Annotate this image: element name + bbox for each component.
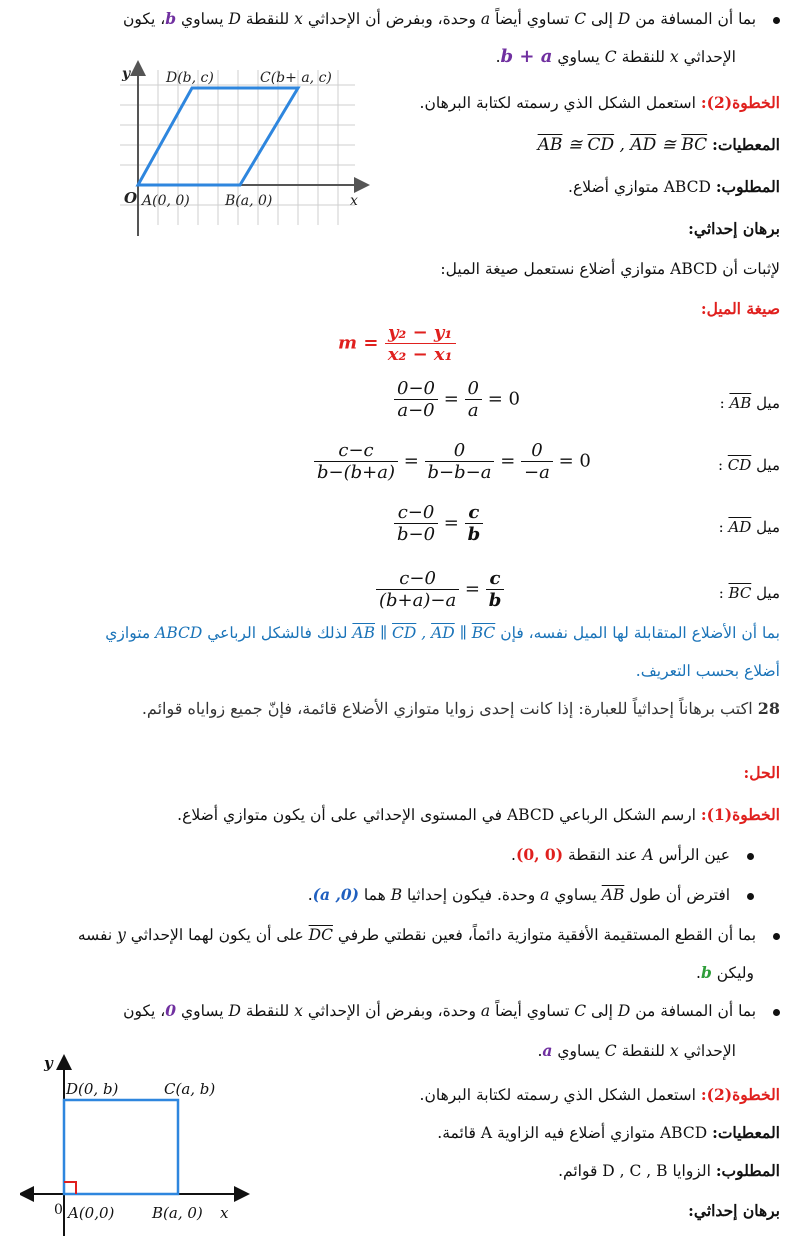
solution-label: الحل:: [743, 763, 780, 782]
step2-label: الخطوة(2):: [700, 1085, 780, 1104]
proof-intro: لإثبات أن ABCD متوازي أضلاع نستعمل صيغة الميل:: [440, 260, 780, 278]
required-line: [20, 1160, 780, 1182]
slope-ad-label: ميل AD :: [718, 518, 780, 536]
required-label: المطلوب:: [715, 177, 780, 196]
given-line: المعطيات: $\overline{AB}$ ≅ $\overline{CD}$ , $\overline{AD}$ ≅ $\overline{BC}$: [537, 135, 780, 155]
bullet-item-continued: وليكن b.: [696, 963, 754, 982]
proof-title: برهان إحداثي:: [688, 1201, 780, 1220]
problem-number: 28: [757, 699, 780, 718]
bullet-icon: [773, 1009, 780, 1016]
step1-text: ارسم الشكل الرباعي ABCD في المستوى الإحداثي على أن يكون متوازي أضلاع.: [177, 806, 696, 824]
y-axis-label: y: [44, 1054, 53, 1072]
bullet-item-continued: الإحداثي x للنقطة C يساوي a.: [537, 1041, 736, 1060]
slope-bc-expr: $\frac{c-0}{(b+a)-a}$ = $\frac{c}{b}$: [376, 568, 504, 611]
y-axis-label: y: [122, 66, 131, 82]
conclusion-text-continued: أضلاع بحسب التعريف.: [635, 662, 780, 680]
slope-cd-expr: $\frac{c-c}{b-(b+a)}$ = $\frac{0}{b-b-a}$ = $\frac{0}{-a}$ = 0: [314, 440, 591, 483]
bullet-item: عين الرأس A عند النقطة (0 ,0).: [20, 844, 754, 866]
bullet-item: افترض أن طول AB يساوي a وحدة. فيكون إحداثيا B هما (a ,0).: [20, 884, 754, 906]
slope-ad-expr: $\frac{c-0}{b-0}$ = $\frac{c}{b}$: [394, 502, 483, 545]
problem-text: اكتب برهاناً إحداثياً للعبارة: إذا كانت إحدى زوايا متوازي الأضلاع قائمة، فإنّ جميع زواياه قوائم.: [141, 699, 753, 718]
point-b-label: B(a, 0): [225, 193, 273, 209]
slope-ab-expr: $\frac{0-0}{a-0}$ = $\frac{0}{a}$ = 0: [394, 378, 520, 421]
step1-line: [20, 804, 780, 826]
bullet-icon: [747, 853, 754, 860]
given-label: المعطيات:: [712, 1123, 780, 1142]
point-d-label: D(0, b): [66, 1080, 119, 1098]
slope-bc-label: ميل BC :: [718, 584, 780, 602]
origin-label: O: [124, 189, 138, 207]
point-a-label: A(0,0): [68, 1204, 115, 1222]
step1-label: الخطوة(1):: [700, 805, 780, 824]
point-c-label: C(a, b): [164, 1080, 216, 1098]
required-text: ABCD متوازي أضلاع.: [568, 178, 711, 196]
step2-label: الخطوة(2):: [700, 93, 780, 112]
origin-label: 0: [54, 1202, 63, 1218]
slope-ab-label: ميل AB :: [719, 394, 780, 412]
step2-text: استعمل الشكل الذي رسمته لكتابة البرهان.: [419, 94, 696, 112]
required-text: الزوايا D , C , B قوائم.: [558, 1162, 711, 1180]
step2-line: [20, 1084, 780, 1106]
given-line: [20, 1122, 780, 1144]
bullet-item: بما أن القطع المستقيمة الأفقية متوازية دائماً، فعين نقطتي طرفي DC على أن يكون لهما الإحداثي y نفسه: [20, 924, 780, 946]
step2-text: استعمل الشكل الذي رسمته لكتابة البرهان.: [419, 1086, 696, 1104]
given-label: المعطيات:: [712, 135, 780, 154]
bullet-item: بما أن المسافة من D إلى C تساوي أيضاً a وحدة، وبفرض أن الإحداثي x للنقطة D يساوي 0، يكون: [20, 1000, 780, 1022]
conclusion-text: بما أن الأضلاع المتقابلة لها الميل نفسه، فإن $\overline{AB}$ ∥ $\overline{CD}$ , $\overline{AD}$ ∥ $\overline{BC}$ لذلك فالشكل الرباعي ABCD متوازي: [105, 624, 780, 642]
bullet-text-continued: الإحداثي x للنقطة C يساوي b + a.: [495, 46, 736, 67]
point-c-label: C(b+ a, c): [260, 70, 332, 86]
bullet-icon: [747, 893, 754, 900]
required-label: المطلوب:: [715, 1161, 780, 1180]
proof-title: برهان إحداثي:: [688, 219, 780, 238]
bullet-icon: [773, 933, 780, 940]
slope-title: صيغة الميل:: [700, 299, 780, 318]
given-text: ABCD متوازي أضلاع فيه الزاوية A قائمة.: [437, 1124, 708, 1142]
point-b-label: B(a, 0): [152, 1204, 203, 1222]
slope-cd-label: ميل CD :: [717, 456, 780, 474]
x-axis-label: x: [220, 1204, 229, 1222]
bullet-text: بما أن المسافة من D إلى C تساوي أيضاً a وحدة، وبفرض أن الإحداثي x للنقطة D يساوي b، يكون: [20, 8, 780, 30]
bullet-icon: [773, 17, 780, 24]
point-a-label: A(0, 0): [142, 193, 190, 209]
slope-formula: m = $\frac{\text{y₂ − y₁}}{\text{x₂ − x₁}}$: [338, 322, 456, 365]
problem-28: [20, 698, 780, 720]
x-axis-label: x: [350, 193, 358, 209]
required-line: [20, 176, 780, 198]
step2-line: [20, 92, 780, 114]
point-d-label: D(b, c): [166, 70, 214, 86]
